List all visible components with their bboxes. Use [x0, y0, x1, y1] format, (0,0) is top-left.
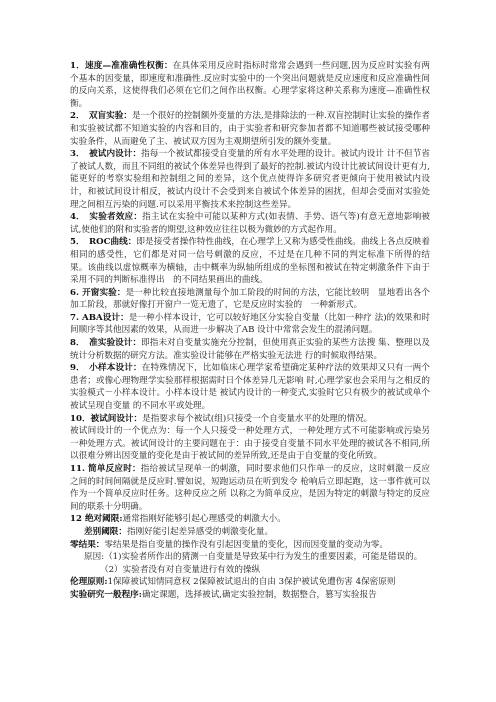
term-label: 6. 开窗实验： [70, 287, 126, 298]
paragraph [70, 337, 430, 362]
paragraph-text: 指主试在实验中可能以某种方式(如表情、手势、语气等)有意无意地影响被试,使他们的附和实验者的期望,这种效应往往以极为微妙的方式起作用。 [70, 212, 430, 235]
term-label: 1．速度—准准确性权衡： [70, 61, 173, 71]
paragraph [70, 425, 430, 463]
paragraph [70, 564, 430, 577]
paragraph [70, 513, 430, 526]
paragraph-text: 1保障被试知情同意权 2保障被试退出的自由 3保护被试免遭伤害 4保密原则 [107, 577, 396, 588]
paragraph-text: 在特殊情况下，比如临床心理学家希望确定某种疗法的效果却又只有一两个患者；或像心理物理学实验那样根据需时日个体差异几无影响 时,心理学家也会采用与之相反的实验模式－小样本设计。小样本设计是 被试内设计的一种变式,实验时它只有极少的被试或单个被试呈现自变量 的不同水平或处理。 [70, 363, 430, 412]
paragraph [70, 60, 430, 110]
paragraph [70, 539, 430, 552]
paragraph [70, 551, 430, 564]
paragraph-text: 是指要求每个被试(组)只接受一个自变量水平的处理的情况。 [142, 413, 373, 424]
term-label: 5． ROC曲线： [70, 237, 137, 248]
paragraph [70, 362, 430, 412]
paragraph [70, 148, 430, 211]
paragraph [70, 589, 430, 602]
paragraph-text: 零结果是指自变量的操作没有引起因变量的变化，因而因变量的变动为零。 [104, 539, 388, 550]
paragraph-text: 是一种比较直接地测量每个加工阶段的时间的方法，它能比较明 显地看出各个加工阶段，那就好像打开窗户一览无遗了，它是反应时实验的 一种新形式。 [70, 287, 430, 311]
paragraph [70, 463, 430, 513]
term-label: 实验研究一般程序: [70, 589, 142, 600]
paragraph [70, 236, 430, 286]
term-label: 伦理原则: [70, 577, 108, 588]
paragraph [70, 211, 430, 236]
paragraph-text: 原因:（1)实验者所作出的猜测一自变量是导致某中行为发生的重要因素，可能是错误的。 [84, 552, 423, 563]
term-label: 3． 被试内设计： [70, 149, 142, 160]
term-label: 2． 双盲实验： [70, 111, 132, 122]
term-label: 7. ABA设计： [70, 312, 129, 323]
paragraph [70, 110, 430, 148]
term-label: 4． 实验者效应： [70, 212, 143, 223]
paragraph-text: 即指未对自变量实施充分控制，但使用真正实验的某些方法搜 集、整理以及统计分析数据的研究方法。准实验设计能够在严格实验无法进 行的时候取得结果。 [70, 338, 430, 361]
term-label: 11. 简单反应时： [70, 464, 141, 474]
term-label: 差别阈限： [84, 526, 127, 537]
term-label: 8． 准实验设计： [70, 338, 142, 349]
paragraph-text: 确定课题，选择被试,确定实验控制，数据整合，篡写实验报告 [141, 589, 377, 600]
term-label: 10．被试间设计： [70, 413, 143, 424]
paragraph-text: 在具体采用反应时指标时常常会遇到一些问题,因为反应时实验有两个基本的因变量，即速度和准确性.反应时实验中的一个突出问题就是反应速度和反应准确性间的反向关系，这使得我们必须在它们之间作出权衡。心理学家将这种关系称为速度—准确性权衡。 [70, 61, 430, 109]
paragraph-text: 指每一个被试都接受自变量的所有水平处理的设计。被试内设计 计不但节省了被试人数，而且不同组的被试个体差异也得到了最好的控制.被试内设计比被试间设计更有力,能更好的考察实验组和控制组之间的差异，这个优点使得许多研究者更倾向于使用被试内设计，和被试间设计相反，被试内设计不会受到来自被试个体差异的困扰，但却会受面对实验处理之间相互污染的问题.可以采用平衡技术来控制这些差异。 [70, 149, 430, 210]
paragraph-text: 指给被试呈现单一的刺激，同时要求他们只作单一的反应，这时刺激－反应之间的时间间隔就是反应时.譬如说，短跑运动员在听到发令 枪响后立即起跑，这一事件就可以作为一个简单反应时任务。这种反应之所 以称之为简单反应，是因为特定的刺激与特定的反应间的联系十分明确。 [70, 464, 430, 512]
paragraph-text: （2）实验者没有对自变量进行有效的操纵 [100, 564, 261, 575]
term-label: 零结果： [70, 539, 105, 550]
term-label: 9． 小样本设计： [70, 363, 142, 374]
paragraph [70, 287, 430, 312]
paragraph-text: 通常指刚好能够引起心理感受的刺激大小。 [122, 514, 286, 525]
paragraph-text: 即是接受者操作特性曲线，在心理学上又称为感受性曲线。曲线上各点反映着相同的感受性，它们都是对同一信号刺激的反应，不过是在几种不同的判定标准下所得的结果。该曲线以虚惊概率为横轴，击中概率为纵轴所组成的坐标图和被试在特定刺激条件下由于采用不同的判断标准得出 的不同结果画出的曲线。 [70, 237, 430, 286]
paragraph [70, 526, 430, 539]
paragraph-text: 被试间设计的一个优点为：每一个人只接受一种处理方式，一种处理方式不可能影响或污染另一种处理方式。被试间设计的主要问题在于：由于接受自变量不同水平处理的被试各不相同,所以很难分辨出因变量的变化是由于被试间的差异所致,还是由于自变量的变化所致。 [70, 426, 430, 462]
paragraph-text: 是一个很好的控制额外变量的方法,是排除法的一种.双盲控制时让实验的操作者和实验被试都不知道实验的内容和目的，由于实验者和研究参加者都不知道哪些被试接受哪种实验条件，从而避免了主、被试双方因为主观期望所引发的额外变量。 [70, 111, 430, 147]
paragraph-text: 指刚好能引起差异感受的刺激变化量。 [126, 526, 274, 537]
paragraph [70, 413, 430, 426]
paragraph [70, 576, 430, 589]
paragraph [70, 312, 430, 337]
paragraph-text: 是一种小样本设计，它可以较好地区分实验自变量（比如一种疗 法)的效果和时间顺序等其他因素的效果，从而进一步解决了AB 设计中常常会发生的混淆问题。 [70, 312, 430, 336]
term-label: 12 绝对阈限: [70, 514, 123, 525]
